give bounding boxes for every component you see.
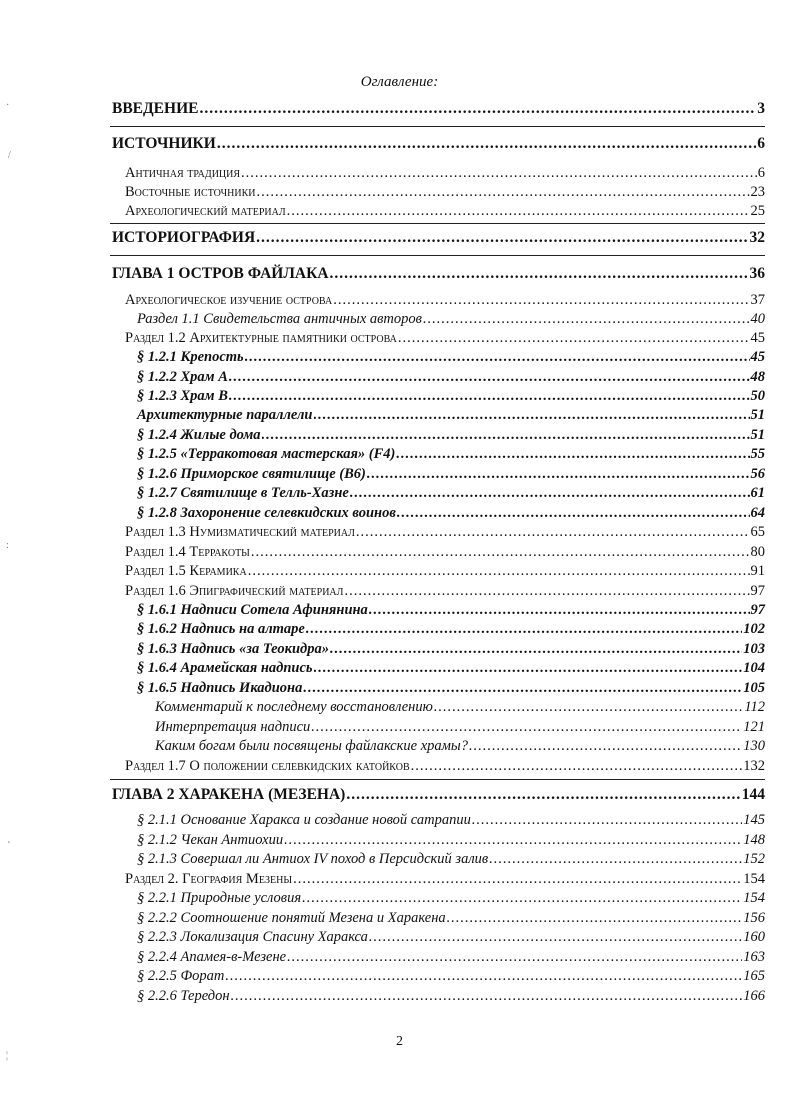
toc-entry[interactable] [137,621,765,638]
toc-entry-label: ИСТОРИОГРАФИЯ [112,229,256,246]
toc-entry-label: § 1.2.2 Храм А [137,369,228,385]
page-number: 2 [396,1034,403,1049]
leader-dots [398,330,750,347]
toc-entry[interactable] [125,165,765,182]
toc-entry[interactable] [137,890,765,907]
toc-entry[interactable] [112,265,765,283]
leader-dots [306,621,742,638]
toc-entry-page: 160 [743,929,765,945]
toc-entry-label: Античная традиция [125,165,241,181]
leader-dots [330,265,749,283]
toc-entry[interactable] [137,505,765,522]
toc-entry-label: Археологическое изучение острова [125,292,333,308]
leader-dots [356,524,750,541]
toc-entry[interactable] [137,680,765,697]
leader-dots [350,485,750,502]
leader-dots [225,968,742,985]
toc-entry-page: 145 [743,812,765,828]
leader-dots [472,812,742,829]
toc-entry-label: § 1.6.4 Арамейская надпись [137,660,313,676]
leader-dots [293,871,742,888]
toc-entry[interactable] [112,786,765,804]
toc-entry[interactable] [137,660,765,677]
toc-entry[interactable] [155,719,765,736]
toc-entry[interactable] [137,427,765,444]
toc-entry[interactable] [137,349,765,366]
leader-dots [287,949,742,966]
toc-entry-label: Археологический материал [125,203,286,219]
toc-entry[interactable] [137,485,765,502]
toc-entry-label: § 1.2.7 Святилище в Телль-Хазне [137,485,349,501]
toc-entry-page: 65 [750,524,765,540]
leader-dots [434,699,743,716]
toc-entry-label: § 1.2.4 Жилые дома [137,427,261,443]
leader-dots [287,203,750,220]
toc-entry-label: § 1.2.8 Захоронение селевкидских воинов [137,505,396,521]
toc-entry-page: 3 [757,100,765,117]
toc-entry[interactable] [137,388,765,405]
toc-entry-label: § 2.2.2 Соотношение понятий Мезена и Харакена [137,910,446,926]
scan-speck: : [6,540,9,551]
toc-entry[interactable] [137,851,765,868]
toc-entry-page: 51 [750,427,765,443]
divider [110,126,765,127]
toc-entry[interactable] [137,812,765,829]
leader-dots [241,165,757,182]
toc-entry-page: 55 [750,446,765,462]
toc-entry[interactable] [137,466,765,483]
toc-entry-label: Раздел 1.5 Керамика [125,563,247,579]
toc-entry-page: 152 [743,851,765,867]
toc-entry-label: § 1.2.5 «Терракотовая мастерская» (F4) [137,446,396,462]
leader-dots [411,758,743,775]
toc-entry[interactable] [155,738,765,755]
toc-entry-label: § 2.1.1 Основание Харакса и создание новой сатрапии [137,812,471,828]
leader-dots [217,135,756,153]
toc-entry-page: 51 [750,407,765,423]
toc-entry[interactable] [137,832,765,849]
scan-speck: · [6,100,10,111]
toc-entry-page: 45 [750,349,765,365]
toc-entry[interactable] [137,602,765,619]
toc-entry[interactable] [137,311,765,328]
toc-entry-page: 112 [744,699,765,715]
toc-entry-page: 50 [750,388,765,404]
leader-dots [311,719,742,736]
leader-dots [199,100,756,118]
toc-entry-page: 56 [750,466,765,482]
leader-dots [397,505,750,522]
toc-entry[interactable] [125,563,765,580]
toc-entry-label: § 1.6.1 Надписи Сотела Афинянина [137,602,368,618]
toc-entry-label: § 2.2.1 Природные условия [137,890,302,906]
toc-entry-page: 37 [750,292,765,308]
toc-entry-page: 154 [743,871,765,887]
toc-entry-page: 48 [750,369,765,385]
toc-entry-label: ИСТОЧНИКИ [112,135,216,152]
toc-entry-label: Раздел 2. География Мезены [125,871,293,887]
toc-entry-page: 130 [743,738,765,754]
leader-dots [333,292,749,309]
toc-entry-page: 64 [750,505,765,521]
toc-entry-label: Раздел 1.6 Эпиграфический материал [125,583,344,599]
toc-entry-page: 97 [750,602,765,618]
toc-entry-page: 163 [743,949,765,965]
toc-entry-label: § 1.2.1 Крепость [137,349,244,365]
leader-dots [284,832,742,849]
toc-entry-label: Архитектурные параллели [137,407,313,423]
toc-entry-label: § 2.2.5 Форат [137,968,225,984]
toc-entry-page: 156 [743,910,765,926]
toc-entry-label: Раздел 1.1 Свидетельства античных авторов [137,311,422,327]
leader-dots [302,890,742,907]
toc-title: Оглавление: [360,74,439,90]
toc-entry-page: 6 [757,165,765,181]
toc-entry-label: Каким богам были посвящены файлакские храмы? [155,738,468,754]
toc-entry-label: § 1.6.3 Надпись «за Теокидра» [137,641,330,657]
toc-entry-label: Раздел 1.4 Терракоты [125,544,250,560]
toc-entry-label: § 2.2.3 Локализация Спасину Харакса [137,929,368,945]
leader-dots [489,851,742,868]
toc-entry[interactable] [137,641,765,658]
leader-dots [262,427,750,444]
toc-entry-label: § 1.6.5 Надпись Икадиона [137,680,303,696]
leader-dots [367,466,750,483]
leader-dots [447,910,743,927]
leader-dots [251,544,750,561]
toc-entry[interactable] [137,968,765,985]
toc-entry-page: 97 [750,583,765,599]
toc-entry-page: 6 [757,135,765,152]
toc-entry[interactable] [137,910,765,927]
leader-dots [346,786,740,804]
toc-entry-page: 40 [750,311,765,327]
leader-dots [330,641,742,658]
toc-entry-label: § 2.2.4 Апамея-в-Мезене [137,949,287,965]
toc-entry-label: Интерпретация надписи [155,719,311,735]
toc-entry-label: § 1.6.2 Надпись на алтаре [137,621,305,637]
toc-entry-label: § 1.2.3 Храм В [137,388,228,404]
toc-entry-page: 36 [749,265,765,282]
toc-entry[interactable] [125,758,765,775]
leader-dots [256,229,748,247]
toc-entry-label: Раздел 1.7 О положении селевкидских катойков [125,758,410,774]
toc-entry-label: ГЛАВА 1 ОСТРОВ ФАЙЛАКА [112,265,329,282]
toc-entry[interactable] [125,524,765,541]
toc-entry[interactable] [112,100,765,118]
leader-dots [369,602,750,619]
leader-dots [229,369,750,386]
divider [110,779,765,780]
scan-speck: ' [8,840,10,851]
leader-dots [396,446,749,463]
toc-entry-page: 45 [750,330,765,346]
toc-entry[interactable] [137,407,765,424]
toc-entry-label: Раздел 1.3 Нумизматический материал [125,524,355,540]
leader-dots [245,349,750,366]
toc-entry-page: 102 [743,621,765,637]
toc-entry-page: 61 [750,485,765,501]
toc-entry-label: ВВЕДЕНИЕ [112,100,199,117]
leader-dots [423,311,750,328]
toc-entry-page: 165 [743,968,765,984]
toc-entry-label: ГЛАВА 2 ХАРАКЕНА (МЕЗЕНА) [112,786,346,803]
leader-dots [469,738,742,755]
toc-entry[interactable] [137,929,765,946]
toc-entry-page: 91 [750,563,765,579]
scan-speck: / [8,150,11,161]
toc-entry[interactable] [125,203,765,220]
toc-entry-page: 154 [743,890,765,906]
toc-entry-page: 144 [741,786,765,803]
toc-entry[interactable] [125,292,765,309]
toc-entry[interactable] [137,446,765,463]
toc-entry-page: 32 [749,229,765,246]
leader-dots [344,583,749,600]
toc-entry-label: § 1.2.6 Приморское святилище (B6) [137,466,366,482]
toc-entry-page: 166 [743,988,765,1004]
scan-speck: ¦ [6,1050,9,1061]
toc-entry-page: 105 [743,680,765,696]
toc-entry[interactable] [125,871,765,888]
toc-entry-label: § 2.1.2 Чекан Антиохии [137,832,284,848]
leader-dots [314,407,750,424]
toc-entry[interactable] [137,988,765,1005]
toc-entry[interactable] [155,699,765,716]
toc-entry[interactable] [125,544,765,561]
toc-entry-label: Комментарий к последнему восстановлению [155,699,433,715]
leader-dots [256,184,749,201]
toc-entry-page: 132 [743,758,765,774]
toc-entry-page: 103 [743,641,765,657]
toc-entry-page: 121 [743,719,765,735]
toc-entry[interactable] [137,369,765,386]
toc-entry[interactable] [137,949,765,966]
leader-dots [303,680,742,697]
toc-entry-page: 25 [750,203,765,219]
toc-entry-page: 104 [743,660,765,676]
toc-entry-label: Раздел 1.2 Архитектурные памятники острова [125,330,397,346]
divider [110,223,765,224]
toc-entry[interactable] [112,135,765,153]
toc-entry-page: 148 [743,832,765,848]
toc-entry[interactable] [125,184,765,201]
toc-entry-page: 23 [750,184,765,200]
divider [110,255,765,256]
leader-dots [369,929,742,946]
leader-dots [231,988,743,1005]
leader-dots [248,563,750,580]
toc-entry-label: § 2.1.3 Совершал ли Антиох IV поход в Персидский залив [137,851,489,867]
toc-entry[interactable] [112,229,765,247]
toc-entry-page: 80 [750,544,765,560]
leader-dots [314,660,743,677]
toc-entry[interactable] [125,583,765,600]
toc-entry[interactable] [125,330,765,347]
toc-entry-label: Восточные источники [125,184,256,200]
toc-entry-label: § 2.2.6 Тередон [137,988,230,1004]
leader-dots [229,388,750,405]
